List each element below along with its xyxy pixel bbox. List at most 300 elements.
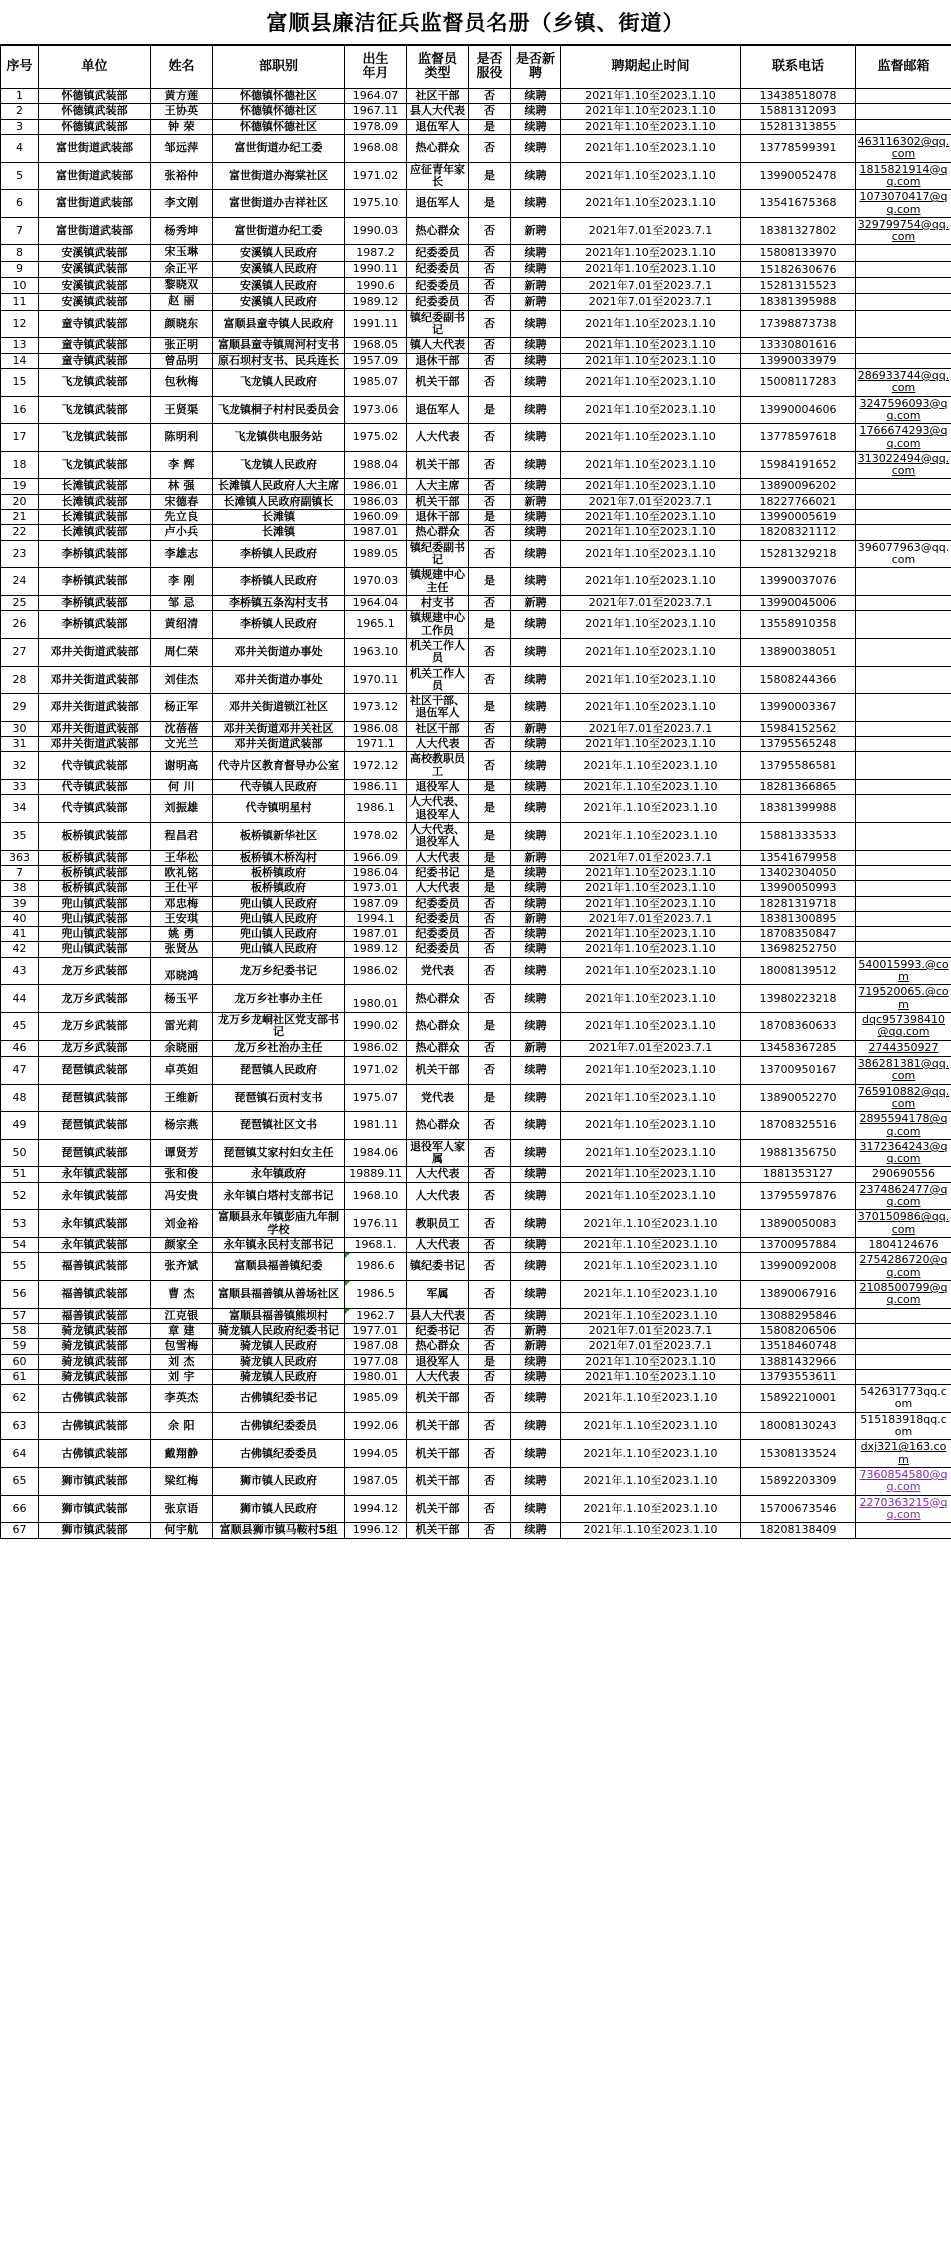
cell-name: 王协英 [151, 104, 213, 119]
cell-index: 34 [1, 795, 39, 823]
cell-phone: 18281366865 [741, 780, 856, 795]
cell-type: 机关干部 [407, 1412, 469, 1440]
cell-type: 镇规建中心主任 [407, 568, 469, 596]
cell-mail[interactable] [856, 1280, 951, 1308]
cell-newhire: 新聘 [511, 1339, 561, 1354]
cell-post: 骑龙镇人民政府 [213, 1369, 345, 1384]
cell-post: 永年镇政府 [213, 1167, 345, 1182]
cell-index: 7 [1, 217, 39, 245]
cell-index: 31 [1, 737, 39, 752]
cell-post: 狮市镇人民政府 [213, 1495, 345, 1523]
cell-type: 退役军人家属 [407, 1139, 469, 1167]
cell-mail[interactable] [856, 1167, 951, 1182]
column-header-unit: 单位 [39, 46, 151, 89]
email-link[interactable]: 1766674293@qq.com [859, 424, 948, 450]
cell-term: 2021年1.10至2023.1.10 [561, 119, 741, 134]
cell-index: 4 [1, 134, 39, 162]
cell-name: 李雄志 [151, 540, 213, 568]
cell-serve: 否 [469, 540, 511, 568]
cell-index: 35 [1, 822, 39, 850]
cell-birth: 1986.02 [345, 1040, 407, 1056]
cell-post: 安溪镇人民政府 [213, 278, 345, 294]
cell-birth: 1973.06 [345, 396, 407, 424]
table-row [1, 1056, 951, 1084]
cell-unit: 琵琶镇武装部 [39, 1112, 151, 1140]
cell-newhire: 续聘 [511, 638, 561, 666]
table-row [1, 104, 951, 119]
cell-unit: 安溪镇武装部 [39, 245, 151, 261]
cell-name: 余正平 [151, 261, 213, 277]
cell-unit: 福善镇武装部 [39, 1253, 151, 1281]
cell-name: 何宇航 [151, 1523, 213, 1538]
cell-mail [856, 611, 951, 639]
cell-birth: 1992.06 [345, 1412, 407, 1440]
cell-mail [856, 927, 951, 942]
cell-mail[interactable] [856, 424, 951, 452]
cell-post: 骑龙镇人民政府 [213, 1354, 345, 1369]
cell-type: 人大代表 [407, 1167, 469, 1182]
cell-mail[interactable] [856, 368, 951, 396]
email-link[interactable]: 2270363215@qq.com [859, 1495, 948, 1521]
cell-type: 退伍军人 [407, 119, 469, 134]
cell-term: 2021年1.10至2023.1.10 [561, 368, 741, 396]
cell-birth: 1991.11 [345, 310, 407, 338]
cell-newhire: 续聘 [511, 1084, 561, 1112]
cell-index: 6 [1, 190, 39, 218]
cell-phone: 18008139512 [741, 957, 856, 985]
cell-type: 机关干部 [407, 1056, 469, 1084]
table-row [1, 424, 951, 452]
table-row [1, 1167, 951, 1182]
cell-name: 宋玉琳 [151, 245, 213, 261]
cell-type: 社区干部、退伍军人 [407, 694, 469, 722]
table-row [1, 638, 951, 666]
cell-post: 长滩镇 [213, 510, 345, 525]
cell-post: 邓井关街道锁江社区 [213, 694, 345, 722]
cell-serve: 否 [469, 1040, 511, 1056]
cell-name: 曹 杰 [151, 1280, 213, 1308]
cell-term: 2021年1.10至2023.1.10 [561, 896, 741, 911]
email-link[interactable]: 2374862477@qq.com [859, 1182, 948, 1209]
cell-name: 卢小兵 [151, 525, 213, 540]
cell-post: 富世街道办纪工委 [213, 134, 345, 162]
cell-phone: 13700957884 [741, 1238, 856, 1253]
table-row [1, 780, 951, 795]
cell-unit: 永年镇武装部 [39, 1182, 151, 1210]
cell-birth: 1984.06 [345, 1139, 407, 1167]
table-row [1, 451, 951, 479]
cell-index: 46 [1, 1040, 39, 1056]
cell-phone: 15892203309 [741, 1468, 856, 1496]
cell-index: 27 [1, 638, 39, 666]
cell-post: 飞龙镇桐子村村民委员会 [213, 396, 345, 424]
cell-mail [856, 261, 951, 277]
cell-type: 热心群众 [407, 134, 469, 162]
table-row [1, 1468, 951, 1496]
cell-phone: 13518460748 [741, 1339, 856, 1354]
cell-mail [856, 294, 951, 310]
cell-phone: 18381399988 [741, 795, 856, 823]
cell-mail [856, 942, 951, 957]
cell-newhire: 新聘 [511, 278, 561, 294]
cell-birth: 1986.02 [345, 957, 407, 985]
cell-mail[interactable] [856, 1238, 951, 1253]
table-row [1, 1238, 951, 1253]
cell-post: 李桥镇人民政府 [213, 568, 345, 596]
cell-phone: 18708360633 [741, 1013, 856, 1041]
cell-term: 2021年1.10至2023.1.10 [561, 525, 741, 540]
cell-term: 2021年.1.10至2023.1.10 [561, 1385, 741, 1413]
cell-birth: 1971.02 [345, 1056, 407, 1084]
table-row [1, 396, 951, 424]
cell-index: 52 [1, 1182, 39, 1210]
cell-phone: 13890038051 [741, 638, 856, 666]
email-link[interactable]: 329799754@qq.com [857, 217, 950, 244]
cell-birth: 19889.11 [345, 1167, 407, 1182]
supervisor-registry-table [0, 45, 951, 1539]
cell-index: 61 [1, 1369, 39, 1384]
email-link[interactable]: 540015993.@com [858, 957, 949, 984]
cell-mail[interactable] [856, 134, 951, 162]
table-row [1, 494, 951, 509]
cell-unit: 安溪镇武装部 [39, 278, 151, 294]
table-row [1, 310, 951, 338]
cell-phone: 13980223218 [741, 985, 856, 1013]
cell-name: 王安琪 [151, 911, 213, 926]
email-link[interactable]: 2744350927 [868, 1041, 939, 1055]
email-link[interactable]: 719520065.@com [858, 985, 949, 1011]
cell-birth: 1987.01 [345, 525, 407, 540]
email-link[interactable]: 1073070417@qq.com [859, 190, 948, 216]
cell-unit: 飞龙镇武装部 [39, 368, 151, 396]
cell-unit: 板桥镇武装部 [39, 822, 151, 850]
page-title: 富顺县廉洁征兵监督员名册（乡镇、街道） [266, 10, 685, 35]
cell-term: 2021年.1.10至2023.1.10 [561, 1238, 741, 1253]
email-link[interactable]: 313022494@qq.com [857, 451, 950, 478]
cell-mail[interactable] [856, 985, 951, 1013]
cell-birth: 1987.08 [345, 1339, 407, 1354]
cell-birth: 1973.01 [345, 881, 407, 896]
cell-mail[interactable] [856, 1253, 951, 1281]
table-row [1, 957, 951, 985]
cell-type: 人大代表 [407, 850, 469, 865]
cell-mail[interactable] [856, 1056, 951, 1084]
cell-birth: 1988.04 [345, 451, 407, 479]
cell-newhire: 续聘 [511, 261, 561, 277]
cell-type: 纪委委员 [407, 261, 469, 277]
email-link[interactable]: 2108500799@qq.com [859, 1280, 948, 1307]
cell-mail [856, 1339, 951, 1354]
cell-newhire: 续聘 [511, 245, 561, 261]
cell-post: 富顺县童寺镇人民政府 [213, 310, 345, 338]
cell-birth: 1996.12 [345, 1523, 407, 1538]
table-body [1, 89, 951, 1539]
cell-type: 纪委委员 [407, 278, 469, 294]
email-link[interactable]: 515183918qq.com [860, 1412, 947, 1439]
cell-phone: 13990003367 [741, 694, 856, 722]
cell-serve: 否 [469, 261, 511, 277]
cell-serve: 否 [469, 1523, 511, 1538]
cell-mail[interactable] [856, 1084, 951, 1112]
cell-name: 谭贤芳 [151, 1139, 213, 1167]
cell-unit: 长滩镇武装部 [39, 494, 151, 509]
cell-name: 赵 丽 [151, 294, 213, 310]
cell-mail[interactable] [856, 1013, 951, 1041]
cell-mail [856, 911, 951, 926]
cell-newhire: 续聘 [511, 540, 561, 568]
email-link[interactable]: 386281381@qq.com [857, 1056, 950, 1083]
cell-name: 沈蓓蓓 [151, 721, 213, 736]
cell-index: 60 [1, 1354, 39, 1369]
table-row [1, 896, 951, 911]
cell-post: 代寺片区教育督导办公室 [213, 752, 345, 780]
cell-unit: 永年镇武装部 [39, 1238, 151, 1253]
table-row [1, 985, 951, 1013]
email-link[interactable]: 2895594178@qq.com [859, 1112, 948, 1138]
cell-index: 40 [1, 911, 39, 926]
cell-newhire: 续聘 [511, 1468, 561, 1496]
cell-serve: 是 [469, 881, 511, 896]
cell-serve: 是 [469, 1354, 511, 1369]
cell-mail[interactable] [856, 190, 951, 218]
cell-serve: 是 [469, 1084, 511, 1112]
cell-index: 38 [1, 881, 39, 896]
cell-index: 33 [1, 780, 39, 795]
cell-mail[interactable] [856, 217, 951, 245]
cell-term: 2021年1.10至2023.1.10 [561, 134, 741, 162]
cell-mail [856, 752, 951, 780]
cell-phone: 18208321112 [741, 525, 856, 540]
cell-mail[interactable] [856, 1112, 951, 1140]
cell-birth: 1978.02 [345, 822, 407, 850]
cell-index: 24 [1, 568, 39, 596]
cell-unit: 代寺镇武装部 [39, 780, 151, 795]
cell-index: 30 [1, 721, 39, 736]
cell-term: 2021年1.10至2023.1.10 [561, 1182, 741, 1210]
cell-unit: 古佛镇武装部 [39, 1412, 151, 1440]
cell-type: 机关工作人员 [407, 666, 469, 694]
email-link[interactable]: 286933744@qq.com [857, 368, 950, 395]
cell-mail[interactable] [856, 1495, 951, 1523]
cell-mail[interactable] [856, 957, 951, 985]
cell-type: 纪委书记 [407, 865, 469, 880]
cell-mail [856, 104, 951, 119]
cell-name: 张正明 [151, 338, 213, 353]
cell-phone: 15984191652 [741, 451, 856, 479]
cell-phone: 13890096202 [741, 479, 856, 494]
cell-birth: 1966.09 [345, 850, 407, 865]
cell-post: 安溪镇人民政府 [213, 245, 345, 261]
cell-index: 18 [1, 451, 39, 479]
table-row [1, 1323, 951, 1338]
cell-name: 戴翔静 [151, 1440, 213, 1468]
cell-type: 党代表 [407, 957, 469, 985]
cell-serve: 否 [469, 1385, 511, 1413]
cell-birth: 1994.12 [345, 1495, 407, 1523]
cell-birth: 1985.09 [345, 1385, 407, 1413]
cell-phone: 15808206506 [741, 1323, 856, 1338]
cell-index: 65 [1, 1468, 39, 1496]
cell-post: 龙万乡社治办主任 [213, 1040, 345, 1056]
cell-phone: 13990092008 [741, 1253, 856, 1281]
cell-mail[interactable] [856, 162, 951, 190]
email-link[interactable]: 765910882@qq.com [857, 1084, 950, 1110]
cell-mail[interactable] [856, 1385, 951, 1413]
cell-birth: 1986.03 [345, 494, 407, 509]
cell-phone: 1881353127 [741, 1167, 856, 1182]
cell-serve: 是 [469, 162, 511, 190]
email-link[interactable]: 3172364243@qq.com [859, 1139, 948, 1166]
cell-type: 镇纪委副书记 [407, 310, 469, 338]
email-link[interactable]: 7360854580@qq.com [859, 1468, 948, 1494]
cell-post: 代寺镇明星村 [213, 795, 345, 823]
cell-term: 2021年1.10至2023.1.10 [561, 510, 741, 525]
cell-unit: 李桥镇武装部 [39, 595, 151, 610]
cell-newhire: 续聘 [511, 1013, 561, 1041]
cell-term: 2021年1.10至2023.1.10 [561, 694, 741, 722]
cell-term: 2021年1.10至2023.1.10 [561, 261, 741, 277]
column-header-name: 姓名 [151, 46, 213, 89]
cell-post: 琵琶镇人民政府 [213, 1056, 345, 1084]
cell-name: 王仕平 [151, 881, 213, 896]
cell-term: 2021年.1.10至2023.1.10 [561, 1412, 741, 1440]
cell-serve: 否 [469, 666, 511, 694]
cell-mail[interactable] [856, 396, 951, 424]
cell-mail[interactable] [856, 1440, 951, 1468]
table-row [1, 1210, 951, 1238]
cell-mail[interactable] [856, 1210, 951, 1238]
cell-type: 机关干部 [407, 1385, 469, 1413]
cell-index: 1 [1, 89, 39, 104]
email-link[interactable]: 1815821914@qq.com [859, 162, 948, 188]
email-link[interactable]: 370150986@qq.com [857, 1210, 950, 1236]
cell-newhire: 续聘 [511, 694, 561, 722]
cell-mail [856, 479, 951, 494]
cell-unit: 飞龙镇武装部 [39, 451, 151, 479]
cell-name: 刘 宇 [151, 1369, 213, 1384]
cell-serve: 是 [469, 865, 511, 880]
cell-post: 长滩镇人民政府副镇长 [213, 494, 345, 509]
cell-mail[interactable] [856, 1412, 951, 1440]
cell-newhire: 续聘 [511, 1280, 561, 1308]
cell-newhire: 续聘 [511, 1210, 561, 1238]
column-header-phone: 联系电话 [741, 46, 856, 89]
email-link[interactable]: 463116302@qq.com [857, 134, 950, 161]
cell-unit: 富世街道武装部 [39, 134, 151, 162]
table-row [1, 162, 951, 190]
cell-post: 琵琶镇艾家村妇女主任 [213, 1139, 345, 1167]
table-row [1, 89, 951, 104]
cell-phone: 15984152562 [741, 721, 856, 736]
cell-newhire: 续聘 [511, 134, 561, 162]
email-link[interactable]: 542631773qq.com [860, 1385, 947, 1411]
email-link[interactable]: dqc957398410@qq.com [862, 1013, 945, 1039]
cell-birth: 1962.7 [345, 1308, 407, 1323]
table-header-row [1, 46, 951, 89]
email-link[interactable]: 3247596093@qq.com [859, 396, 948, 422]
cell-mail [856, 850, 951, 865]
cell-type: 人大代表 [407, 881, 469, 896]
cell-phone: 15808133970 [741, 245, 856, 261]
cell-serve: 否 [469, 1323, 511, 1338]
cell-name: 黎晓双 [151, 278, 213, 294]
cell-unit: 狮市镇武装部 [39, 1468, 151, 1496]
cell-birth: 1986.1 [345, 795, 407, 823]
cell-mail[interactable] [856, 540, 951, 568]
cell-phone: 15308133524 [741, 1440, 856, 1468]
cell-phone: 13990052478 [741, 162, 856, 190]
cell-birth: 1971.02 [345, 162, 407, 190]
table-row [1, 927, 951, 942]
cell-birth: 1964.07 [345, 89, 407, 104]
cell-term: 2021年.1.10至2023.1.10 [561, 1280, 741, 1308]
cell-index: 42 [1, 942, 39, 957]
cell-term: 2021年1.10至2023.1.10 [561, 568, 741, 596]
cell-term: 2021年1.10至2023.1.10 [561, 310, 741, 338]
cell-index: 20 [1, 494, 39, 509]
cell-term: 2021年1.10至2023.1.10 [561, 1013, 741, 1041]
cell-post: 邓井关街道办事处 [213, 666, 345, 694]
table-row [1, 294, 951, 310]
email-link[interactable]: 2754286720@qq.com [859, 1253, 948, 1279]
cell-phone: 18381300895 [741, 911, 856, 926]
table-row [1, 694, 951, 722]
cell-index: 67 [1, 1523, 39, 1538]
cell-newhire: 续聘 [511, 795, 561, 823]
cell-mail [856, 881, 951, 896]
table-row [1, 368, 951, 396]
cell-mail[interactable] [856, 1182, 951, 1210]
cell-name: 梁红梅 [151, 1468, 213, 1496]
cell-mail [856, 780, 951, 795]
table-row [1, 850, 951, 865]
cell-birth: 1980.01 [345, 1369, 407, 1384]
cell-name: 杨秀坤 [151, 217, 213, 245]
cell-type: 热心群众 [407, 1112, 469, 1140]
email-link[interactable]: dxj321@163.com [860, 1440, 947, 1466]
cell-mail[interactable] [856, 1468, 951, 1496]
cell-newhire: 续聘 [511, 1253, 561, 1281]
cell-name: 何 川 [151, 780, 213, 795]
cell-index: 363 [1, 850, 39, 865]
cell-mail [856, 278, 951, 294]
cell-serve: 是 [469, 119, 511, 134]
cell-phone: 13990050993 [741, 881, 856, 896]
cell-name: 李 辉 [151, 451, 213, 479]
cell-birth: 1980.01 [345, 985, 407, 1013]
cell-mail[interactable] [856, 451, 951, 479]
cell-serve: 否 [469, 1210, 511, 1238]
cell-phone: 18708350847 [741, 927, 856, 942]
cell-term: 2021年1.10至2023.1.10 [561, 1167, 741, 1182]
email-link[interactable]: 290690556 [872, 1167, 935, 1181]
cell-name: 颜晓东 [151, 310, 213, 338]
cell-phone: 18381327802 [741, 217, 856, 245]
cell-type: 军属 [407, 1280, 469, 1308]
cell-index: 41 [1, 927, 39, 942]
cell-name: 王维新 [151, 1084, 213, 1112]
cell-phone: 13541675368 [741, 190, 856, 218]
cell-mail[interactable] [856, 1040, 951, 1056]
email-link[interactable]: 1804124676 [868, 1238, 939, 1251]
cell-serve: 否 [469, 104, 511, 119]
cell-serve: 否 [469, 595, 511, 610]
cell-type: 机关干部 [407, 451, 469, 479]
cell-mail[interactable] [856, 1139, 951, 1167]
cell-unit: 童寺镇武装部 [39, 353, 151, 368]
cell-serve: 是 [469, 1013, 511, 1041]
email-link[interactable]: 396077963@qq.com [857, 540, 950, 566]
